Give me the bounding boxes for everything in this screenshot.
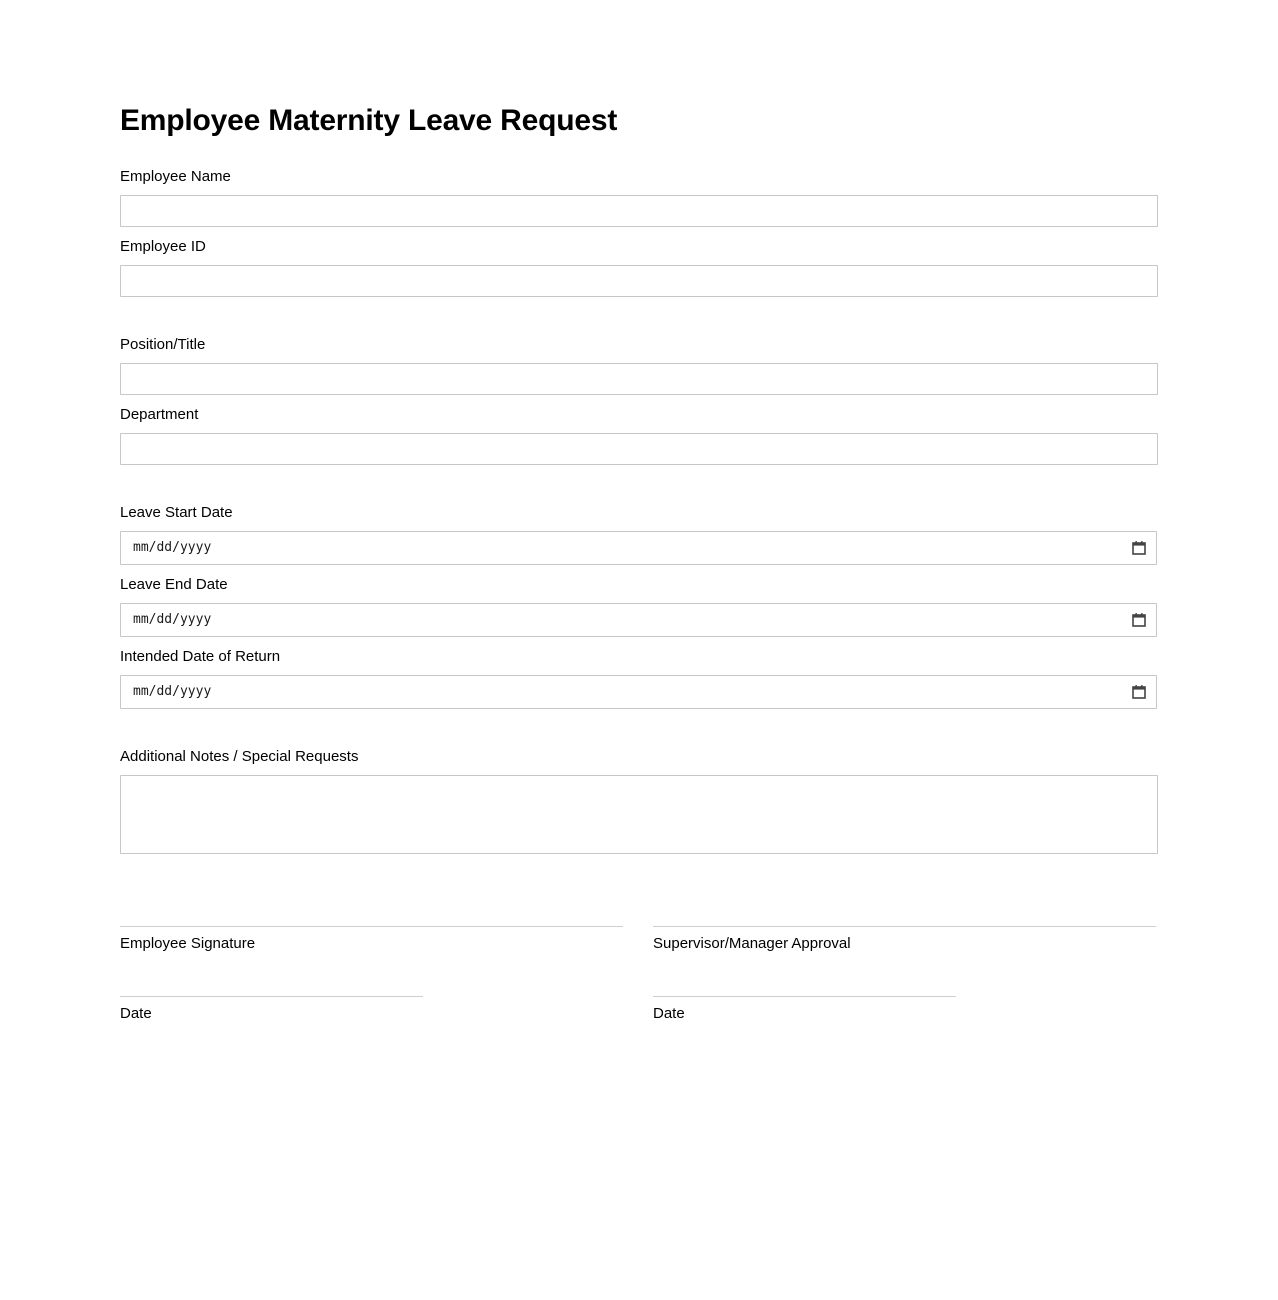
field-position-title [120, 335, 1158, 395]
employee-name-input[interactable] [120, 195, 1158, 227]
field-intended-date-of-return [120, 647, 1158, 709]
calendar-icon[interactable] [1132, 540, 1146, 555]
supervisor-date-label: Date [653, 1004, 685, 1022]
intended-date-of-return-placeholder: mm/dd/yyyy [133, 684, 212, 699]
additional-notes-textarea[interactable] [120, 775, 1158, 854]
field-group-notes [120, 747, 1158, 854]
supervisor-signature-line[interactable] [653, 926, 1156, 927]
field-group-employee-role [120, 335, 1158, 465]
spacer [653, 954, 1156, 996]
spacer [120, 954, 623, 996]
position-title-input[interactable] [120, 363, 1158, 395]
leave-end-date-placeholder: mm/dd/yyyy [133, 612, 212, 627]
field-group-leave-dates [120, 503, 1158, 709]
intended-date-of-return-input[interactable] [120, 675, 1157, 709]
department-input[interactable] [120, 433, 1158, 465]
leave-start-date-placeholder: mm/dd/yyyy [133, 540, 212, 555]
additional-notes-label: Additional Notes / Special Requests [120, 747, 359, 765]
position-title-label: Position/Title [120, 335, 206, 353]
field-employee-id [120, 237, 1158, 297]
leave-end-date-label: Leave End Date [120, 575, 228, 593]
field-department [120, 405, 1158, 465]
calendar-icon[interactable] [1132, 612, 1146, 627]
calendar-icon[interactable] [1132, 684, 1146, 699]
signature-section [120, 926, 1158, 1024]
employee-name-label: Employee Name [120, 167, 231, 185]
employee-date-label: Date [120, 1004, 152, 1022]
field-group-employee-identity [120, 167, 1158, 297]
supervisor-signature-column [653, 926, 1156, 1024]
field-leave-end-date [120, 575, 1158, 637]
leave-end-date-input[interactable] [120, 603, 1157, 637]
leave-start-date-label: Leave Start Date [120, 503, 233, 521]
department-label: Department [120, 405, 199, 423]
employee-signature-line[interactable] [120, 926, 623, 927]
field-additional-notes [120, 747, 1158, 854]
employee-id-label: Employee ID [120, 237, 206, 255]
field-employee-name [120, 167, 1158, 227]
employee-date-line[interactable] [120, 996, 423, 997]
field-leave-start-date [120, 503, 1158, 565]
page-title: Employee Maternity Leave Request [120, 104, 618, 137]
employee-signature-label: Employee Signature [120, 934, 256, 952]
supervisor-signature-label: Supervisor/Manager Approval [653, 934, 851, 952]
leave-start-date-input[interactable] [120, 531, 1157, 565]
supervisor-date-line[interactable] [653, 996, 956, 997]
employee-signature-column [120, 926, 623, 1024]
intended-date-of-return-label: Intended Date of Return [120, 647, 281, 665]
employee-id-input[interactable] [120, 265, 1158, 297]
